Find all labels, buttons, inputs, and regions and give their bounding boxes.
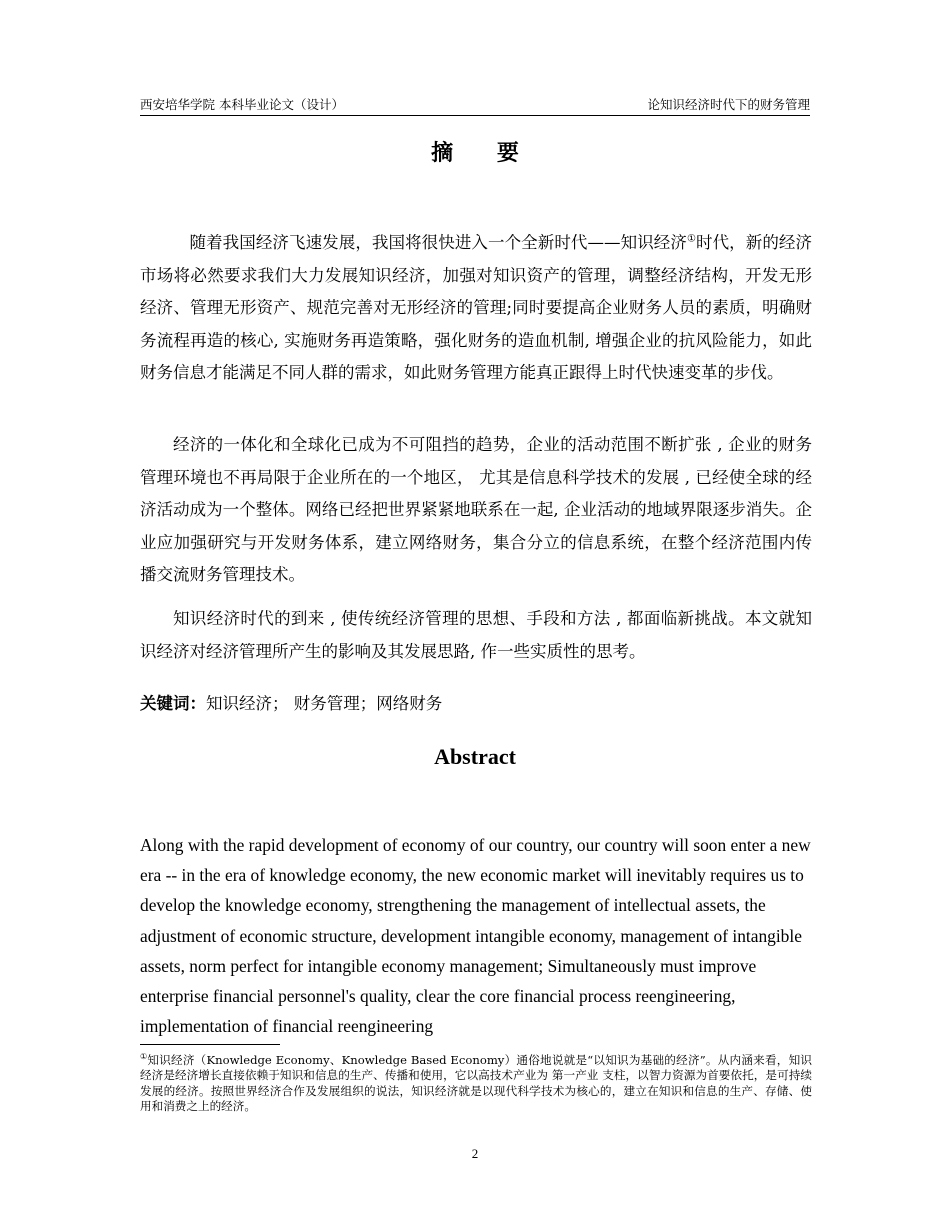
header-left-text: 西安培华学院 本科毕业论文（设计） [140,97,344,112]
footnote [140,1049,812,1115]
abstract-en-title: Abstract [434,744,516,769]
footnote-separator [140,1044,280,1045]
keywords-line [140,688,812,720]
keywords-text: 知识经济； 财务管理；网络财务 [206,694,443,713]
abstract-cn-paragraph-1 [140,227,812,390]
footnote-reference-marker: ① [686,233,697,245]
footnote-text: 知识经济（Knowledge Economy、Knowledge Based Economy）通俗地说就是“以知识为基础的经济”。从内涵来看，知识经济是经济增长直接依赖于知识和信息的生产、传播和使用，它以高技术产业为 第一产业 支柱，以智力资源为首要依托，是可持续发展的经济。按照世界经济合作及发展组织的说法，知识经济就是以现代科学技术为核心的，建立在知识和信息的生产、存储、使用和消费之上的经济。 [140,1052,813,1114]
abstract-cn-paragraph-2: 经济的一体化和全球化已成为不可阻挡的趋势，企业的活动范围不断扩张 , 企业的财务管理环境也不再局限于企业所在的一个地区， 尤其是信息科学技术的发展 , 已经使全球的经济活动成为一个整体。网络已经把世界紧紧地联系在一起, 企业活动的地域界限逐步消失。企业应加强研究与开发财务体系，建立网络财务，集合分立的信息系统，在整个经济范围内传播交流财务管理技术。 [140,435,812,584]
abstract-en-paragraph-1: Along with the rapid development of economy of our country, our country will soon enter a new era -- in the era of knowledge economy, the new economic market will inevitably requires us to develop the knowledge economy, strengthening the management of intellectual assets, the adjustment of economic structure, development intangible economy, management of intangible assets, norm perfect for intangible economy management; Simultaneously must improve enterprise financial personnel's quality, clear the core financial process reengineering, implementation of financial reengineering [140,835,811,1037]
abstract-cn-title: 摘 要 [431,141,537,166]
keywords-label: 关键词： [140,694,206,713]
page-number: 2 [471,1146,479,1161]
header-right-text: 论知识经济时代下的财务管理 [647,97,810,112]
page-header [140,97,810,116]
footnote-marker: ① [140,1052,148,1061]
abstract-cn-paragraph-3: 知识经济时代的到来 , 使传统经济管理的思想、手段和方法 , 都面临新挑战。本文就知识经济对经济管理所产生的影响及其发展思路, 作一些实质性的思考。 [140,609,812,661]
paragraph-1-text-start: 随着我国经济飞速发展，我国将很快进入一个全新时代——知识经济 [189,233,687,252]
paragraph-1-text-end: 时代，新的经济市场将必然要求我们大力发展知识经济，加强对知识资产的管理，调整经济结构，开发无形经济、管理无形资产、规范完善对无形经济的管理;同时要提高企业财务人员的素质，明确财务流程再造的核心, 实施财务再造策略，强化财务的造血机制, 增强企业的抗风险能力，如此财务信息才能满足不同人群的需求，如此财务管理方能真正跟得上时代快速变革的步伐。 [140,233,813,382]
